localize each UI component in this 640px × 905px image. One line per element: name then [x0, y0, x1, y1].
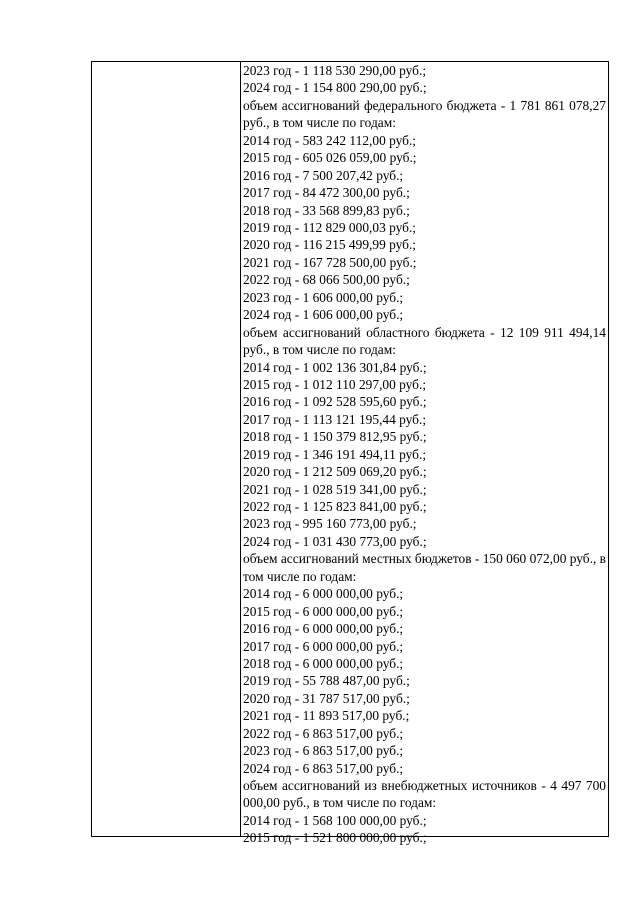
funding-table [91, 61, 609, 846]
budget-year-line: 2021 год - 167 728 500,00 руб.; [243, 254, 417, 270]
budget-year-line: 2018 год - 1 150 379 812,95 руб.; [243, 429, 427, 445]
budget-year-line: 2017 год - 1 113 121 195,44 руб.; [243, 411, 427, 427]
table-left-cell [92, 62, 241, 836]
budget-paragraph: объем ассигнований федерального бюджета - 1 781 861 078,27 руб., в том числе по годам: [243, 97, 606, 131]
budget-year-line: 2019 год - 1 346 191 494,11 руб.; [243, 446, 427, 462]
budget-year-line: 2016 год - 1 092 528 595,60 руб.; [243, 394, 427, 410]
budget-year-line: 2015 год - 1 521 800 000,00 руб.; [243, 830, 427, 846]
budget-year-line: 2022 год - 1 125 823 841,00 руб.; [243, 499, 427, 514]
budget-year-line: 2024 год - 1 154 800 290,00 руб.; [243, 80, 427, 96]
budget-year-line: 2020 год - 116 215 499,99 руб.; [243, 237, 417, 253]
budget-year-line: 2024 год - 6 863 517,00 руб.; [243, 760, 404, 776]
budget-year-line: 2024 год - 1 031 430 773,00 руб.; [243, 533, 427, 549]
budget-year-line: 2014 год - 6 000 000,00 руб.; [243, 586, 404, 602]
budget-year-line: 2017 год - 84 472 300,00 руб.; [243, 185, 410, 201]
budget-year-line: 2014 год - 1 002 136 301,84 руб.; [243, 359, 427, 375]
budget-year-line: 2023 год - 1 118 530 290,00 руб.; [243, 63, 427, 78]
budget-year-line: 2019 год - 112 829 000,03 руб.; [243, 219, 417, 235]
budget-year-line: 2023 год - 6 863 517,00 руб.; [243, 743, 404, 759]
budget-year-line: 2022 год - 68 066 500,00 руб.; [243, 272, 410, 288]
budget-paragraph: объем ассигнований местных бюджетов - 150 060 072,00 руб., в том числе по годам: [243, 551, 606, 584]
budget-year-line: 2018 год - 33 568 899,83 руб.; [243, 202, 410, 218]
budget-year-line: 2017 год - 6 000 000,00 руб.; [243, 638, 404, 654]
budget-year-line: 2022 год - 6 863 517,00 руб.; [243, 725, 404, 741]
budget-year-line: 2020 год - 1 212 509 069,20 руб.; [243, 464, 427, 480]
budget-year-line: 2016 год - 6 000 000,00 руб.; [243, 621, 404, 637]
budget-paragraph: объем ассигнований областного бюджета - 12 109 911 494,14 руб., в том числе по годам: [243, 324, 606, 358]
budget-year-line: 2020 год - 31 787 517,00 руб.; [243, 690, 410, 706]
budget-year-line: 2016 год - 7 500 207,42 руб.; [243, 167, 404, 183]
budget-year-line: 2023 год - 1 606 000,00 руб.; [243, 289, 404, 305]
budget-year-line: 2018 год - 6 000 000,00 руб.; [243, 655, 404, 671]
budget-year-line: 2019 год - 55 788 487,00 руб.; [243, 673, 410, 689]
budget-year-line: 2014 год - 583 242 112,00 руб.; [243, 132, 417, 148]
budget-year-line: 2024 год - 1 606 000,00 руб.; [243, 307, 404, 323]
budget-year-line: 2021 год - 1 028 519 341,00 руб.; [243, 481, 427, 497]
budget-year-line: 2021 год - 11 893 517,00 руб.; [243, 708, 410, 724]
budget-paragraph: объем ассигнований из внебюджетных источников - 4 497 700 000,00 руб., в том числе по годам: [243, 778, 606, 811]
budget-year-line: 2023 год - 995 160 773,00 руб.; [243, 516, 417, 532]
table-right-cell [241, 62, 608, 846]
budget-year-line: 2014 год - 1 568 100 000,00 руб.; [243, 812, 427, 828]
budget-year-line: 2015 год - 1 012 110 297,00 руб.; [243, 376, 427, 392]
budget-year-line: 2015 год - 605 026 059,00 руб.; [243, 150, 417, 166]
budget-year-line: 2015 год - 6 000 000,00 руб.; [243, 603, 404, 619]
